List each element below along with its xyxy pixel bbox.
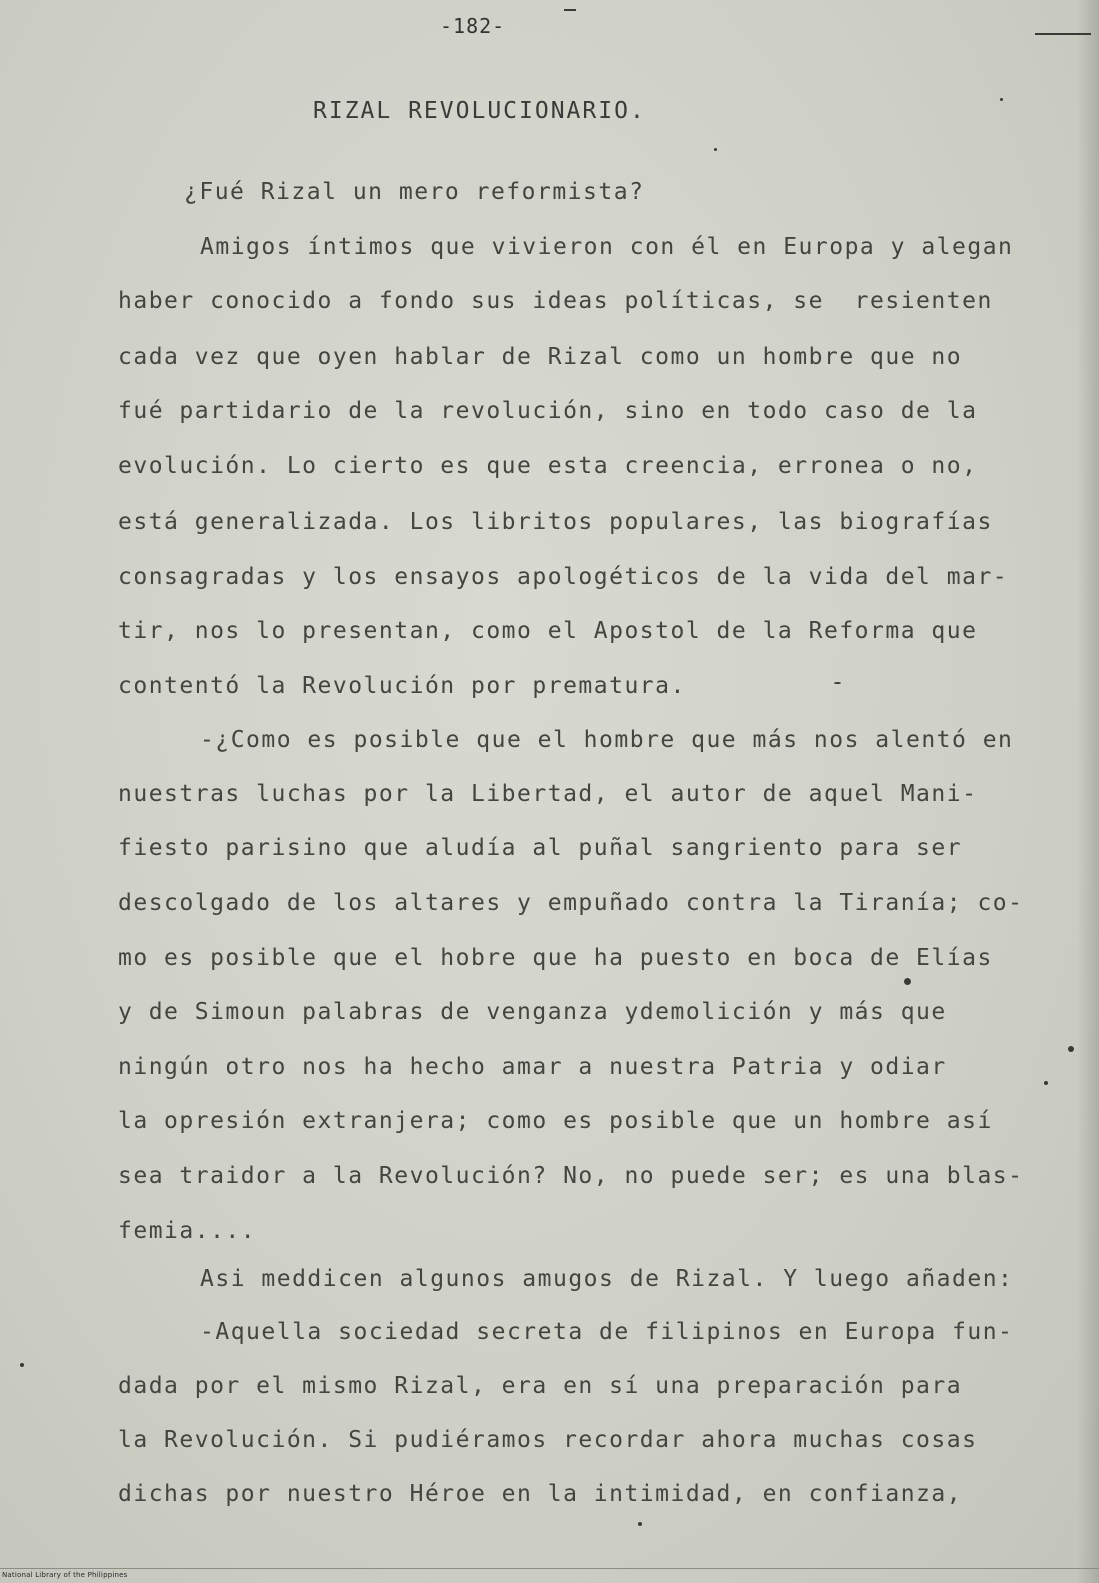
paper-speck [714, 148, 717, 151]
text-line: dada por el mismo Rizal, era en sí una preparación para [118, 1373, 963, 1399]
text-line: fiesto parisino que aludía al puñal sangriento para ser [118, 835, 963, 861]
text-line: y de Simoun palabras de venganza ydemolición y más que [118, 999, 947, 1025]
page-number: -182- [440, 14, 506, 38]
page-title: RIZAL REVOLUCIONARIO. [313, 98, 646, 124]
paper-speck [1000, 98, 1003, 101]
paper-speck [1068, 1046, 1074, 1052]
text-line: evolución. Lo cierto es que esta creencia, erronea o no, [118, 453, 978, 479]
text-line: femia.... [118, 1218, 257, 1244]
text-line: -Aquella sociedad secreta de filipinos en Europa fun- [200, 1319, 1014, 1345]
text-line: ¿Fué Rizal un mero reformista? [184, 179, 645, 205]
text-line: ningún otro nos ha hecho amar a nuestra Patria y odiar [118, 1054, 947, 1080]
text-line: descolgado de los altares y empuñado contra la Tiranía; co- [118, 890, 1024, 916]
text-line: consagradas y los ensayos apologéticos de la vida del mar- [118, 564, 1009, 590]
top-right-rule [1035, 33, 1091, 35]
text-line: Amigos íntimos que vivieron con él en Europa y alegan [200, 234, 1014, 260]
footer-rule [0, 1568, 1099, 1569]
paper-speck [904, 978, 911, 985]
text-line: la opresión extranjera; como es posible que un hombre así [118, 1108, 993, 1134]
text-line: nuestras luchas por la Libertad, el autor de aquel Mani- [118, 781, 978, 807]
text-line: tir, nos lo presentan, como el Apostol de la Reforma que [118, 618, 978, 644]
text-line: contentó la Revolución por prematura. [118, 673, 686, 699]
paper-speck [20, 1363, 24, 1367]
text-line: sea traidor a la Revolución? No, no puede ser; es una blas- [118, 1163, 1024, 1189]
text-line: -¿Como es posible que el hombre que más nos alentó en [200, 727, 1014, 753]
top-tick-mark [564, 9, 576, 11]
page-edge-shadow [1077, 0, 1099, 1583]
footer-label: National Library of the Philippines [2, 1571, 128, 1579]
paper-speck [834, 682, 841, 684]
text-line: cada vez que oyen hablar de Rizal como un hombre que no [118, 344, 963, 370]
text-line: dichas por nuestro Héroe en la intimidad, en confianza, [118, 1481, 963, 1507]
text-line: está generalizada. Los libritos populares, las biografías [118, 509, 993, 535]
paper-speck [638, 1522, 642, 1526]
text-line: la Revolución. Si pudiéramos recordar ahora muchas cosas [118, 1427, 978, 1453]
text-line: mo es posible que el hobre que ha puesto en boca de Elías [118, 945, 993, 971]
text-line: fué partidario de la revolución, sino en todo caso de la [118, 398, 978, 424]
text-line: haber conocido a fondo sus ideas políticas, se resienten [118, 288, 993, 314]
text-line: Asi meddicen algunos amugos de Rizal. Y luego añaden: [200, 1266, 1014, 1292]
paper-speck [1044, 1081, 1048, 1085]
